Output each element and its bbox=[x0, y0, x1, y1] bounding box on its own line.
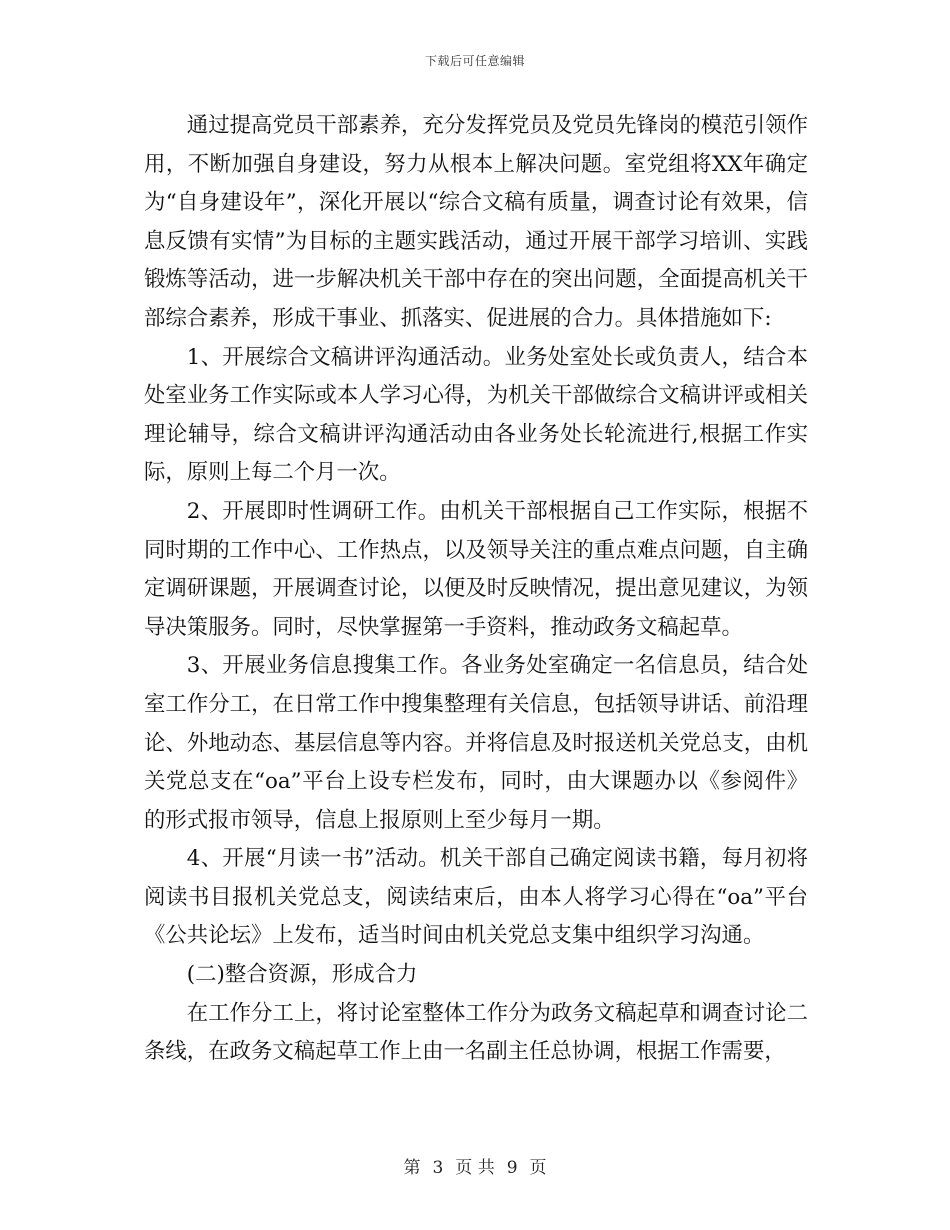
current-page-number: 3 bbox=[432, 1158, 444, 1178]
paragraph-item-4: 4、开展“月读一书”活动。机关干部自己确定阅读书籍，每月初将阅读书目报机关党总支，阅读结束后，由本人将学习心得在“oa”平台《公共论坛》上发布，适当时间由机关党总支集中组织学习沟通。 bbox=[144, 846, 808, 949]
paragraph-section-body: 在工作分工上，将讨论室整体工作分为政务文稿起草和调查讨论二条线，在政务文稿起草工作上由一名副主任总协调，根据工作需要， bbox=[144, 1000, 808, 1065]
total-page-count: 9 bbox=[506, 1158, 518, 1178]
page-footer bbox=[0, 1153, 950, 1178]
section-heading: (二)整合资源，形成合力 bbox=[186, 962, 418, 988]
footer-prefix: 第 bbox=[403, 1158, 421, 1178]
paragraph-intro: 通过提高党员干部素养，充分发挥党员及党员先锋岗的模范引领作用，不断加强自身建设，努力从根本上解决问题。室党组将XX年确定为“自身建设年”，深化开展以“综合文稿有质量，调查讨论有效果，信息反馈有实情”为目标的主题实践活动，通过开展干部学习培训、实践锻炼等活动，进一步解决机关干部中存在的突出问题，全面提高机关干部综合素养，形成干事业、抓落实、促进展的合力。具体措施如下: bbox=[144, 113, 808, 331]
document-body bbox=[144, 107, 808, 1072]
footer-middle: 页 共 bbox=[455, 1158, 495, 1178]
paragraph-item-3: 3、开展业务信息搜集工作。各业务处室确定一名信息员，结合处室工作分工，在日常工作中搜集整理有关信息，包括领导讲话、前沿理论、外地动态、基层信息等内容。并将信息及时报送机关党总支，由机关党总支在“oa”平台上设专栏发布，同时，由大课题办以《参阅件》的形式报市领导，信息上报原则上至少每月一期。 bbox=[144, 653, 808, 833]
paragraph-item-1: 1、开展综合文稿讲评沟通活动。业务处室处长或负责人，结合本处室业务工作实际或本人学习心得，为机关干部做综合文稿讲评或相关理论辅导，综合文稿讲评沟通活动由各业务处长轮流进行,根据工作实际，原则上每二个月一次。 bbox=[144, 344, 808, 486]
page-header-note: 下载后可任意编辑 bbox=[424, 54, 525, 68]
footer-suffix: 页 bbox=[529, 1158, 547, 1178]
paragraph-item-2: 2、开展即时性调研工作。由机关干部根据自己工作实际，根据不同时期的工作中心、工作热点，以及领导关注的重点难点问题，自主确定调研课题，开展调查讨论，以便及时反映情况，提出意见建议，为领导决策服务。同时，尽快掌握第一手资料，推动政务文稿起草。 bbox=[144, 498, 808, 640]
